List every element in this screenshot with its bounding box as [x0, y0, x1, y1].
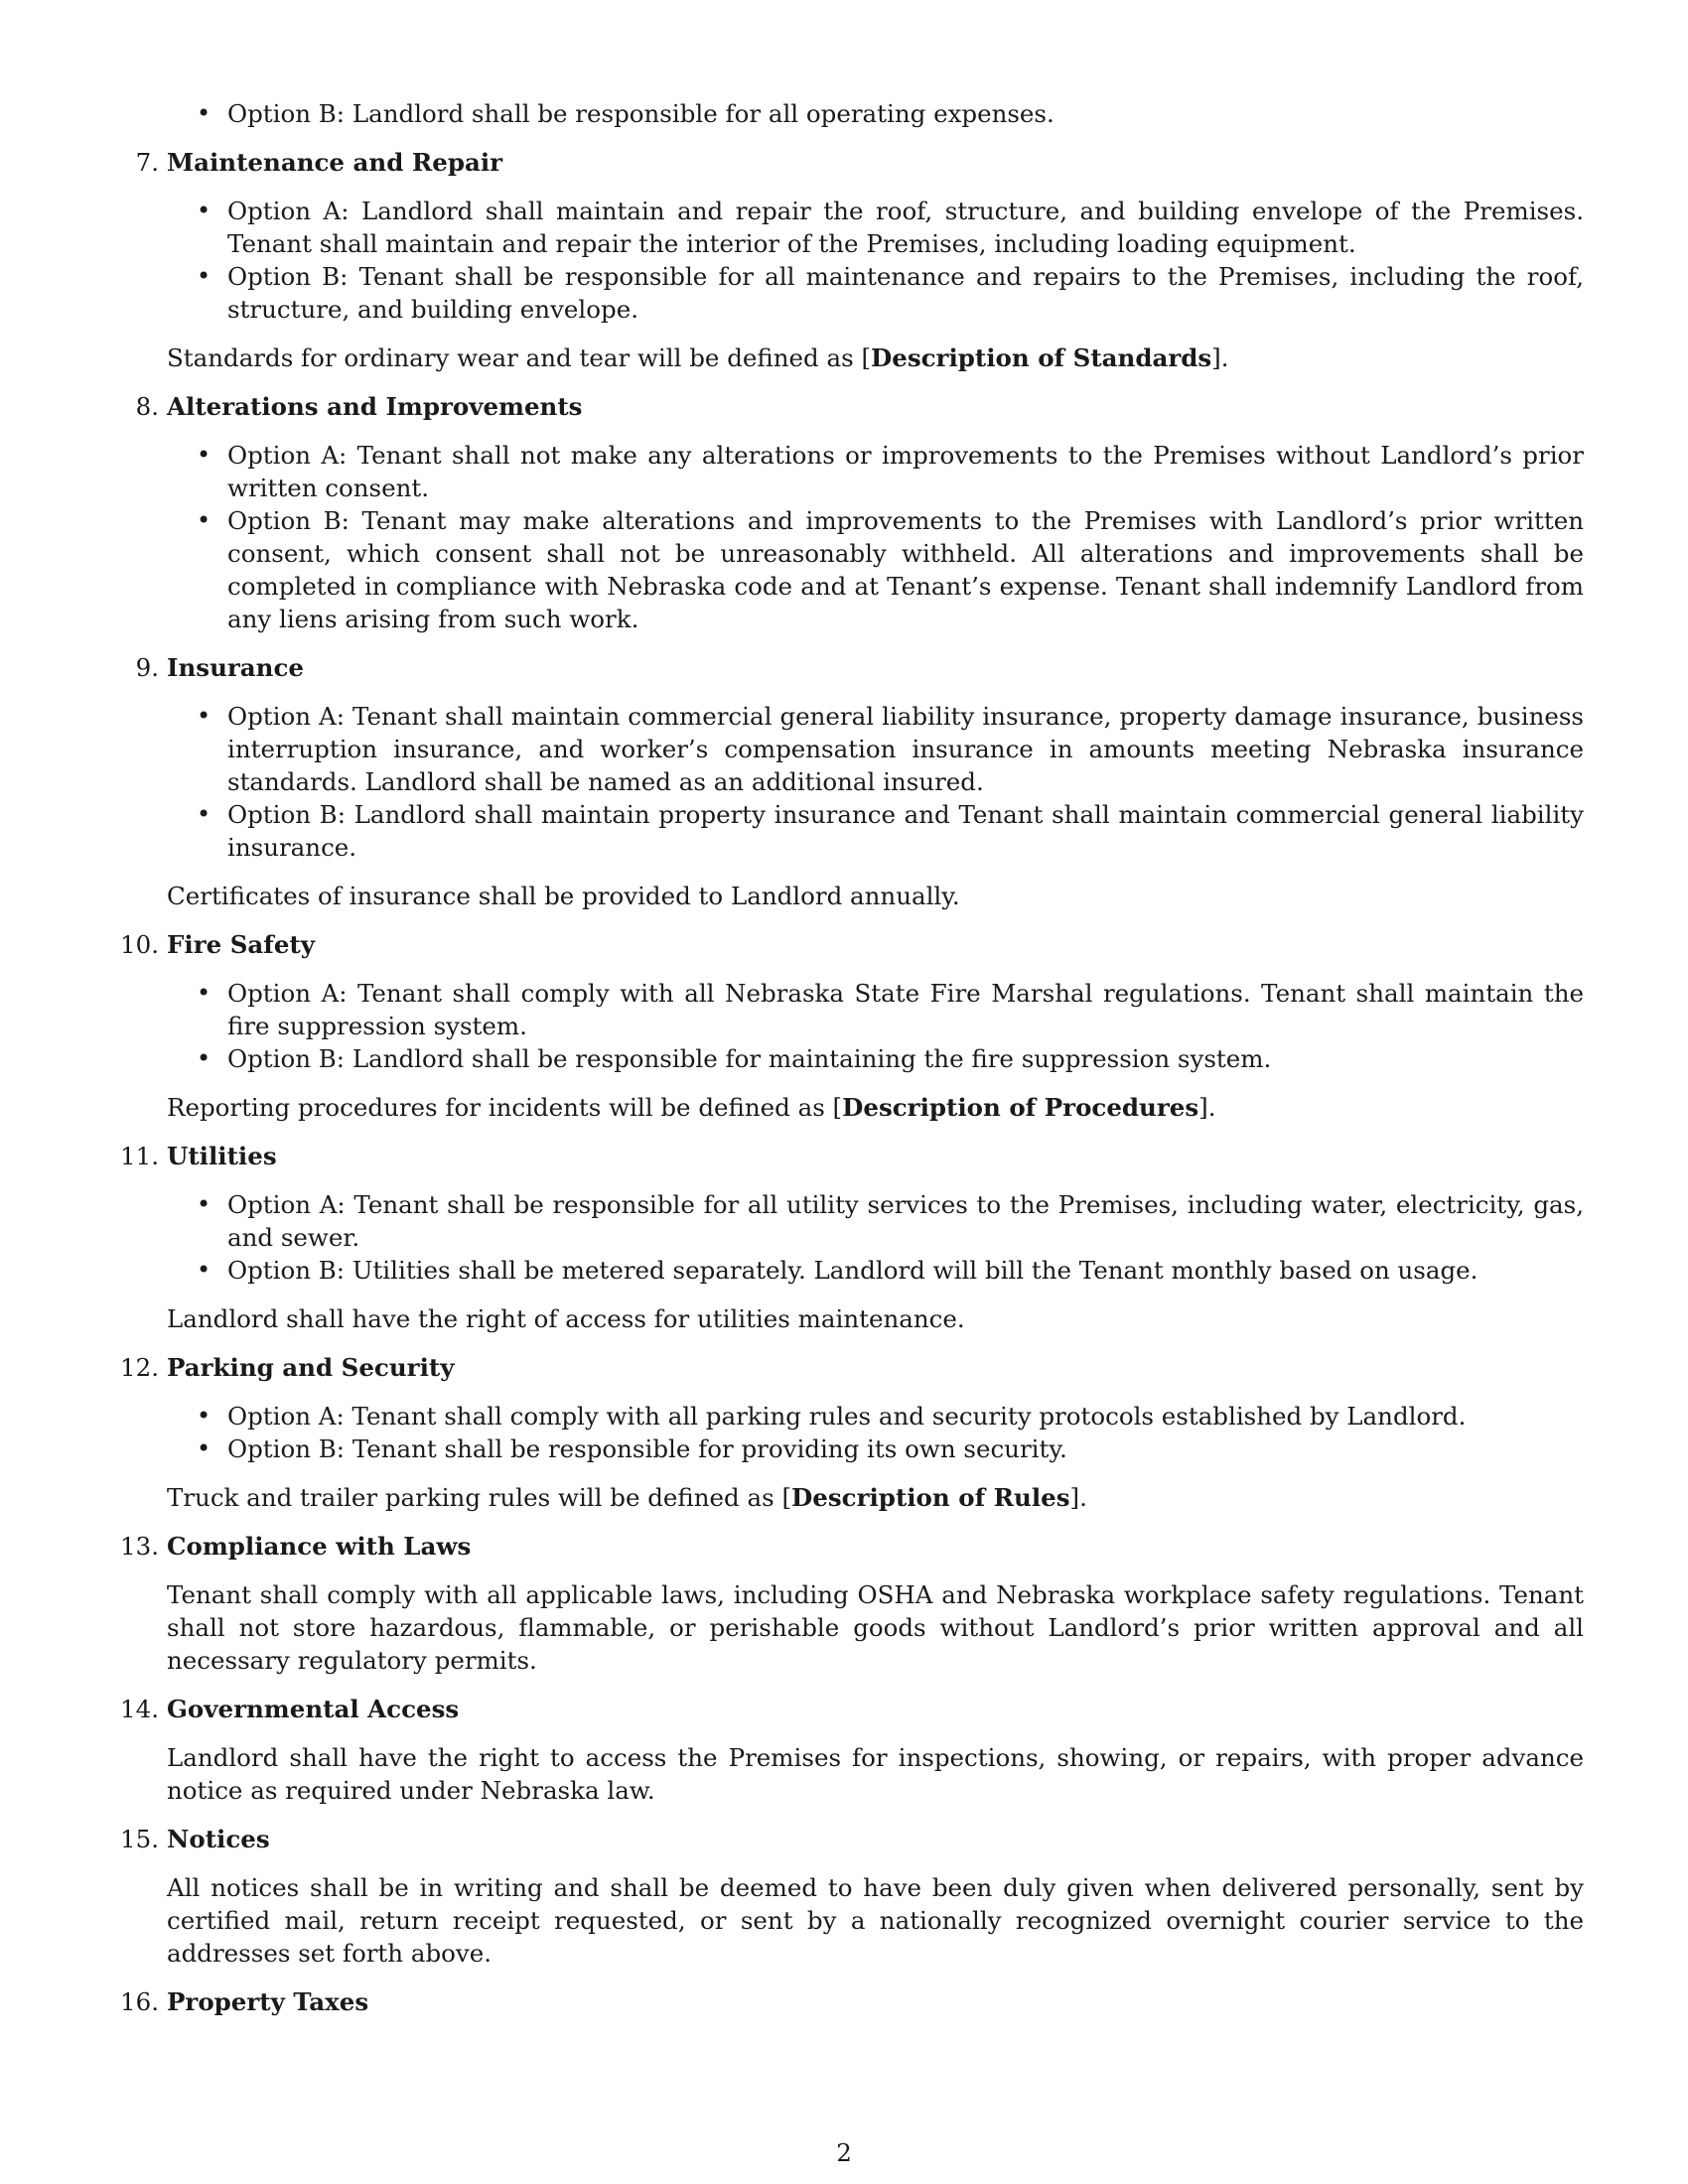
option-list — [167, 700, 1584, 864]
page-number: 2 — [836, 2138, 852, 2167]
section-number: 12. — [120, 1353, 159, 1382]
section-number: 16. — [120, 1987, 159, 2016]
note-text: Truck and trailer parking rules will be defined as [ — [167, 1483, 792, 1512]
section-heading — [120, 1530, 1584, 1563]
option-list — [167, 977, 1584, 1075]
section-note: Certificates of insurance shall be provided to Landlord annually. — [167, 882, 960, 910]
section-body: Landlord shall have the right to access the Premises for inspections, showing, or repairs, with proper advance notice as required under Nebraska law. — [167, 1743, 1584, 1805]
option-item: • Option A: Tenant shall not make any alterations or improvements to the Premises without Landlord’s prior written consent. — [167, 439, 1584, 504]
section-title: Fire Safety — [167, 930, 315, 959]
option-item: • Option A: Tenant shall maintain commercial general liability insurance, property damage insurance, business interruption insurance, and worker’s compensation insurance in amounts meeting Nebraska insurance standards. Landlord shall be named as an additional insured. — [167, 700, 1584, 798]
intro-option-list — [167, 97, 1584, 130]
option-item: • Option B: Landlord shall be responsible for maintaining the fire suppression system. — [167, 1042, 1584, 1075]
option-item: • Option A: Tenant shall comply with all parking rules and security protocols established by Landlord. — [167, 1400, 1584, 1433]
section-heading — [120, 928, 1584, 961]
section-heading — [120, 1823, 1584, 1855]
note-text-end: ]. — [1198, 1093, 1216, 1122]
option-list — [167, 1188, 1584, 1287]
section-heading — [135, 651, 1584, 684]
section-body: All notices shall be in writing and shall be deemed to have been duly given when delivered personally, sent by certified mail, return receipt requested, or sent by a nationally recognized overnight courier service to the addresses set forth above. — [167, 1873, 1584, 1968]
note-text-end: ]. — [1069, 1483, 1087, 1512]
section-number: 8. — [135, 392, 159, 421]
section-title: Alterations and Improvements — [167, 392, 583, 421]
section-notices — [120, 1823, 1584, 1970]
section-title: Maintenance and Repair — [167, 148, 503, 177]
section-heading — [135, 146, 1584, 179]
section-number: 11. — [120, 1142, 159, 1170]
section-title: Utilities — [167, 1142, 277, 1170]
section-compliance-with-laws — [120, 1530, 1584, 1677]
section-heading — [135, 390, 1584, 423]
option-list — [167, 195, 1584, 326]
section-title: Parking and Security — [167, 1353, 455, 1382]
section-heading — [120, 1985, 1584, 2018]
section-note — [167, 1091, 1584, 1124]
option-item: • Option B: Landlord shall be responsible for all operating expenses. — [167, 97, 1584, 130]
section-heading — [120, 1693, 1584, 1725]
section-number: 15. — [120, 1825, 159, 1853]
section-maintenance-and-repair — [135, 146, 1584, 374]
section-title: Governmental Access — [167, 1695, 460, 1723]
section-body: Tenant shall comply with all applicable laws, including OSHA and Nebraska workplace safety regulations. Tenant shall not store hazardous, flammable, or perishable goods without Landlord’s prior written approval and all necessary regulatory permits. — [167, 1580, 1584, 1675]
section-note — [167, 1481, 1584, 1514]
option-item: • Option B: Tenant may make alterations and improvements to the Premises with Landlord’s prior written consent, which consent shall not be unreasonably withheld. All alterations and improvements shall be completed in compliance with Nebraska code and at Tenant’s expense. Tenant shall indemnify Landlord from any liens arising from such work. — [167, 504, 1584, 635]
section-title: Insurance — [167, 653, 304, 682]
section-title: Property Taxes — [167, 1987, 369, 2016]
section-governmental-access — [120, 1693, 1584, 1807]
section-note: Landlord shall have the right of access for utilities maintenance. — [167, 1304, 965, 1333]
section-insurance — [135, 651, 1584, 912]
option-item: • Option B: Tenant shall be responsible for all maintenance and repairs to the Premises, including the roof, structure, and building envelope. — [167, 260, 1584, 326]
option-list — [167, 1400, 1584, 1465]
section-note — [167, 341, 1584, 374]
note-text-end: ]. — [1211, 343, 1229, 372]
section-number: 9. — [135, 653, 159, 682]
section-utilities — [120, 1140, 1584, 1335]
section-alterations-and-improvements — [135, 390, 1584, 635]
option-item: • Option B: Tenant shall be responsible for providing its own security. — [167, 1433, 1584, 1465]
section-number: 14. — [120, 1695, 159, 1723]
option-item: • Option B: Utilities shall be metered separately. Landlord will bill the Tenant monthly based on usage. — [167, 1254, 1584, 1287]
note-placeholder: Description of Procedures — [842, 1093, 1199, 1122]
option-list — [167, 439, 1584, 635]
section-fire-safety — [120, 928, 1584, 1124]
note-text: Reporting procedures for incidents will be defined as [ — [167, 1093, 843, 1122]
section-number: 7. — [135, 148, 159, 177]
section-heading — [120, 1351, 1584, 1384]
note-text: Standards for ordinary wear and tear will be defined as [ — [167, 343, 872, 372]
section-number: 13. — [120, 1532, 159, 1561]
section-title: Compliance with Laws — [167, 1532, 472, 1561]
section-heading — [120, 1140, 1584, 1172]
section-title: Notices — [167, 1825, 270, 1853]
note-placeholder: Description of Rules — [791, 1483, 1070, 1512]
option-item: • Option B: Landlord shall maintain property insurance and Tenant shall maintain commercial general liability insurance. — [167, 798, 1584, 864]
option-item: • Option A: Tenant shall be responsible for all utility services to the Premises, including water, electricity, gas, and sewer. — [167, 1188, 1584, 1254]
option-item: • Option A: Tenant shall comply with all Nebraska State Fire Marshal regulations. Tenant shall maintain the fire suppression system. — [167, 977, 1584, 1042]
section-parking-and-security — [120, 1351, 1584, 1514]
note-placeholder: Description of Standards — [871, 343, 1212, 372]
page-content — [120, 97, 1584, 2034]
section-property-taxes — [120, 1985, 1584, 2018]
section-number: 10. — [120, 930, 159, 959]
option-item: • Option A: Landlord shall maintain and repair the roof, structure, and building envelope of the Premises. Tenant shall maintain and repair the interior of the Premises, including loading equipment. — [167, 195, 1584, 260]
